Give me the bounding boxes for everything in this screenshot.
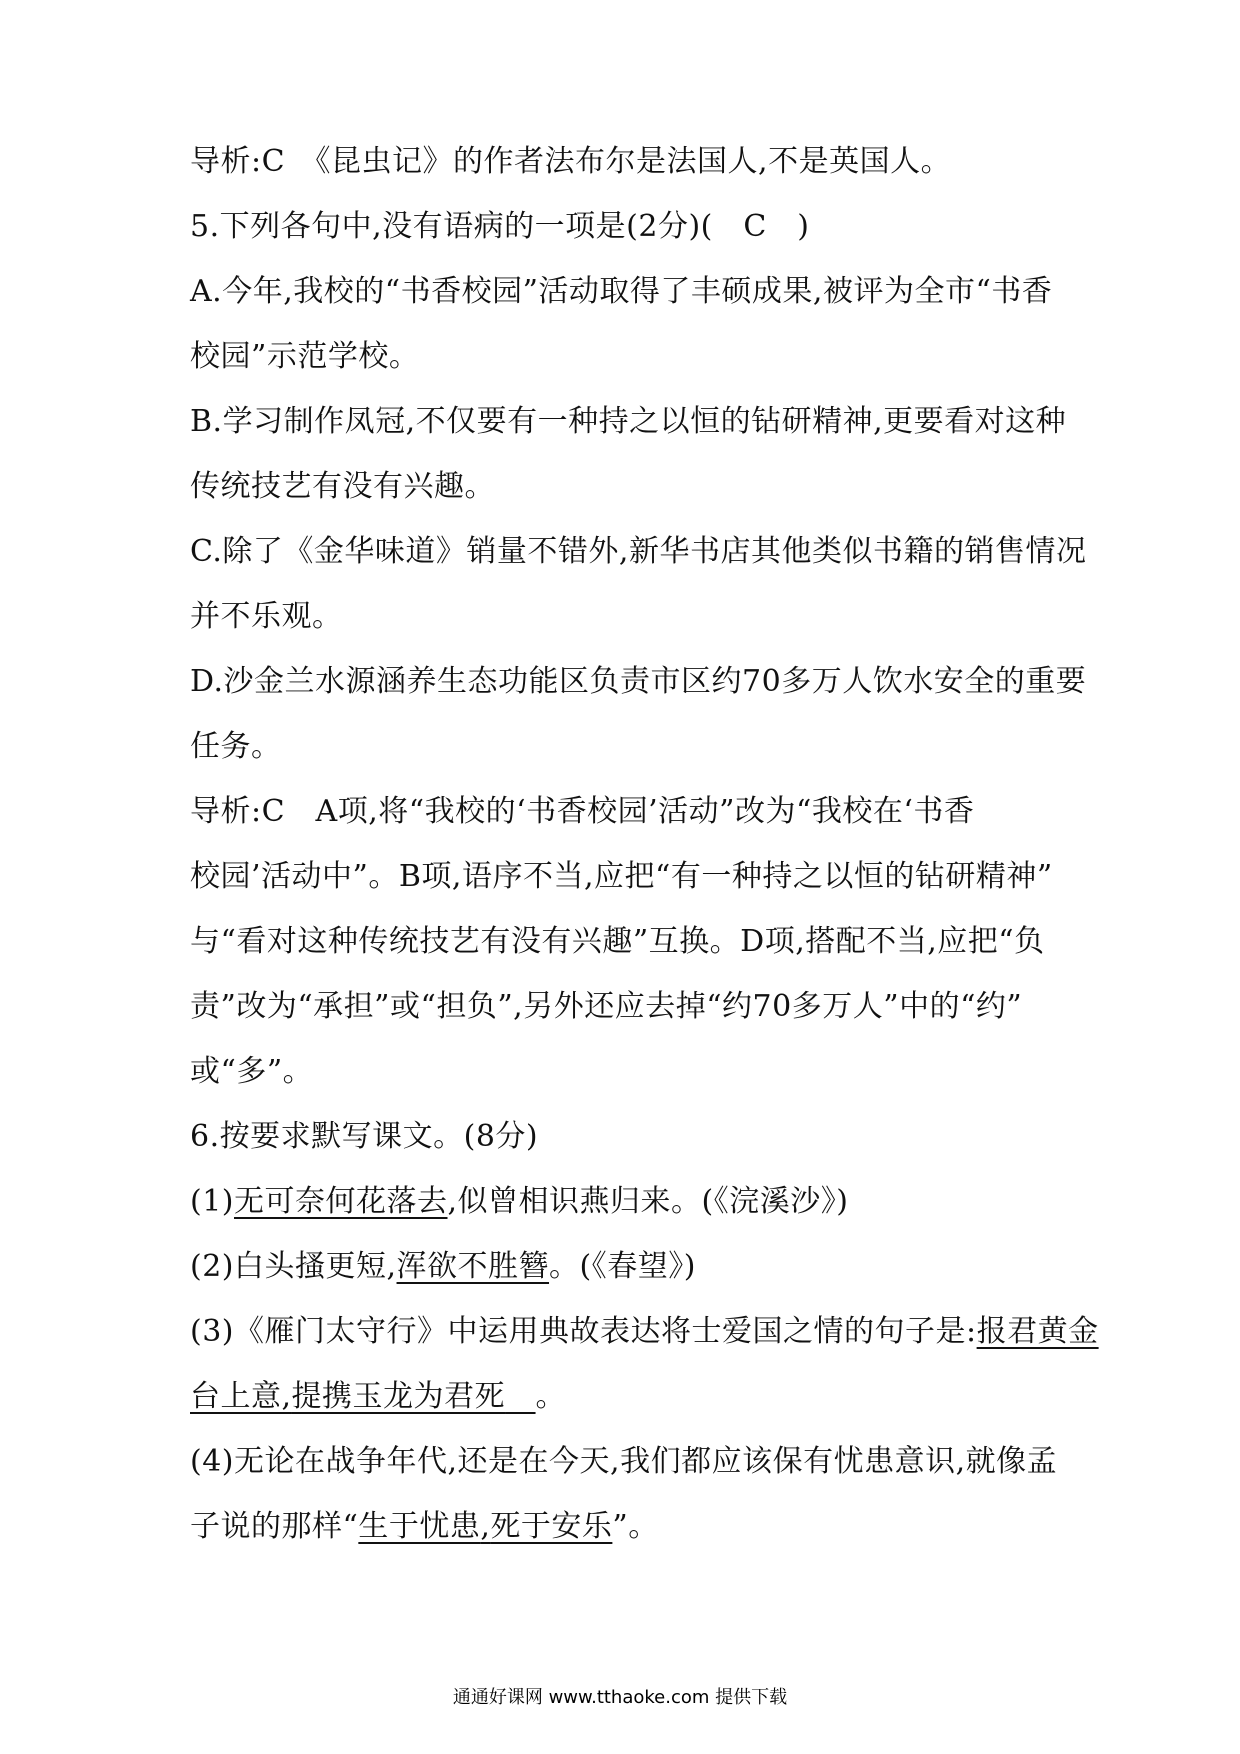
q6-item-3-answer-part-3: 提携玉龙为君死 — [291, 1379, 506, 1414]
q6-item-4-line-1: (4)无论在战争年代,还是在今天,我们都应该保有忧患意识,就像孟 — [190, 1444, 1058, 1479]
q6-item-2-prefix: (2)白头搔更短, — [190, 1249, 397, 1284]
q6-item-2 — [190, 1247, 696, 1287]
q6-item-2-rest: 。(《春望》) — [549, 1249, 696, 1284]
q6-item-4-end: ”。 — [612, 1509, 659, 1544]
question-6-stem: 6.按要求默写课文。(8分) — [190, 1119, 539, 1154]
option-c-line-2: 并不乐观。 — [190, 599, 343, 634]
q6-item-3-end: 。 — [535, 1379, 567, 1414]
q6-item-3-line-2 — [190, 1377, 566, 1417]
option-d-line-2: 任务。 — [190, 729, 282, 764]
analysis-q5-line-3: 与“看对这种传统技艺有没有兴趣”互换。D项,搭配不当,应把“负 — [190, 924, 1045, 959]
q6-item-3-answer-part-2: 台上意 — [190, 1379, 282, 1414]
q6-item-3-separator: , — [281, 1379, 292, 1414]
page-footer: 通通好课网 www.tthaoke.com 提供下载 — [452, 1687, 788, 1708]
option-b-line-2: 传统技艺有没有兴趣。 — [190, 469, 495, 504]
option-b-line-1: B.学习制作凤冠,不仅要有一种持之以恒的钻研精神,更要看对这种 — [190, 404, 1067, 439]
q6-item-4-answer-b: 死于安乐 — [490, 1509, 613, 1544]
q6-item-4-answer-a: 生于忧患 — [358, 1509, 481, 1544]
q6-item-3-answer-part-1: 报君黄金 — [976, 1314, 1099, 1349]
analysis-q5-line-2: 校园’活动中”。B项,语序不当,应把“有一种持之以恒的钻研精神” — [190, 859, 1053, 894]
analysis-q5-line-4: 责”改为“承担”或“担负”,另外还应去掉“约70多万人”中的“约” — [190, 989, 1023, 1024]
q6-item-4-line-2 — [190, 1507, 659, 1547]
q6-item-3-line-1 — [190, 1312, 1099, 1352]
option-c-line-1: C.除了《金华味道》销量不错外,新华书店其他类似书籍的销售情况 — [190, 534, 1087, 569]
q6-item-4-prefix: 子说的那样“ — [190, 1509, 359, 1544]
q6-item-2-answer: 浑欲不胜簪 — [396, 1249, 550, 1284]
analysis-q4: 导析:C 《昆虫记》的作者法布尔是法国人,不是英国人。 — [190, 144, 952, 179]
analysis-q5-line-5: 或“多”。 — [190, 1054, 314, 1089]
option-a-line-2: 校园”示范学校。 — [190, 339, 420, 374]
q6-item-1-answer: 无可奈何花落去 — [234, 1184, 448, 1219]
q6-item-4-separator: , — [480, 1509, 491, 1544]
q6-item-1-rest: ,似曾相识燕归来。(《浣溪沙》) — [447, 1184, 849, 1219]
analysis-q5-line-1: 导析:C A项,将“我校的‘书香校园’活动”改为“我校在‘书香 — [190, 794, 975, 829]
question-5-stem: 5.下列各句中,没有语病的一项是(2分)( C ) — [190, 209, 810, 244]
option-d-line-1: D.沙金兰水源涵养生态功能区负责市区约70多万人饮水安全的重要 — [190, 664, 1087, 699]
q6-item-1-prefix: (1) — [190, 1184, 234, 1219]
q6-item-3-text: (3)《雁门太守行》中运用典故表达将士爱国之情的句子是: — [190, 1314, 977, 1349]
q6-item-3-blank — [505, 1379, 536, 1414]
q6-item-1 — [190, 1182, 848, 1222]
option-a-line-1: A.今年,我校的“书香校园”活动取得了丰硕成果,被评为全市“书香 — [190, 274, 1053, 309]
